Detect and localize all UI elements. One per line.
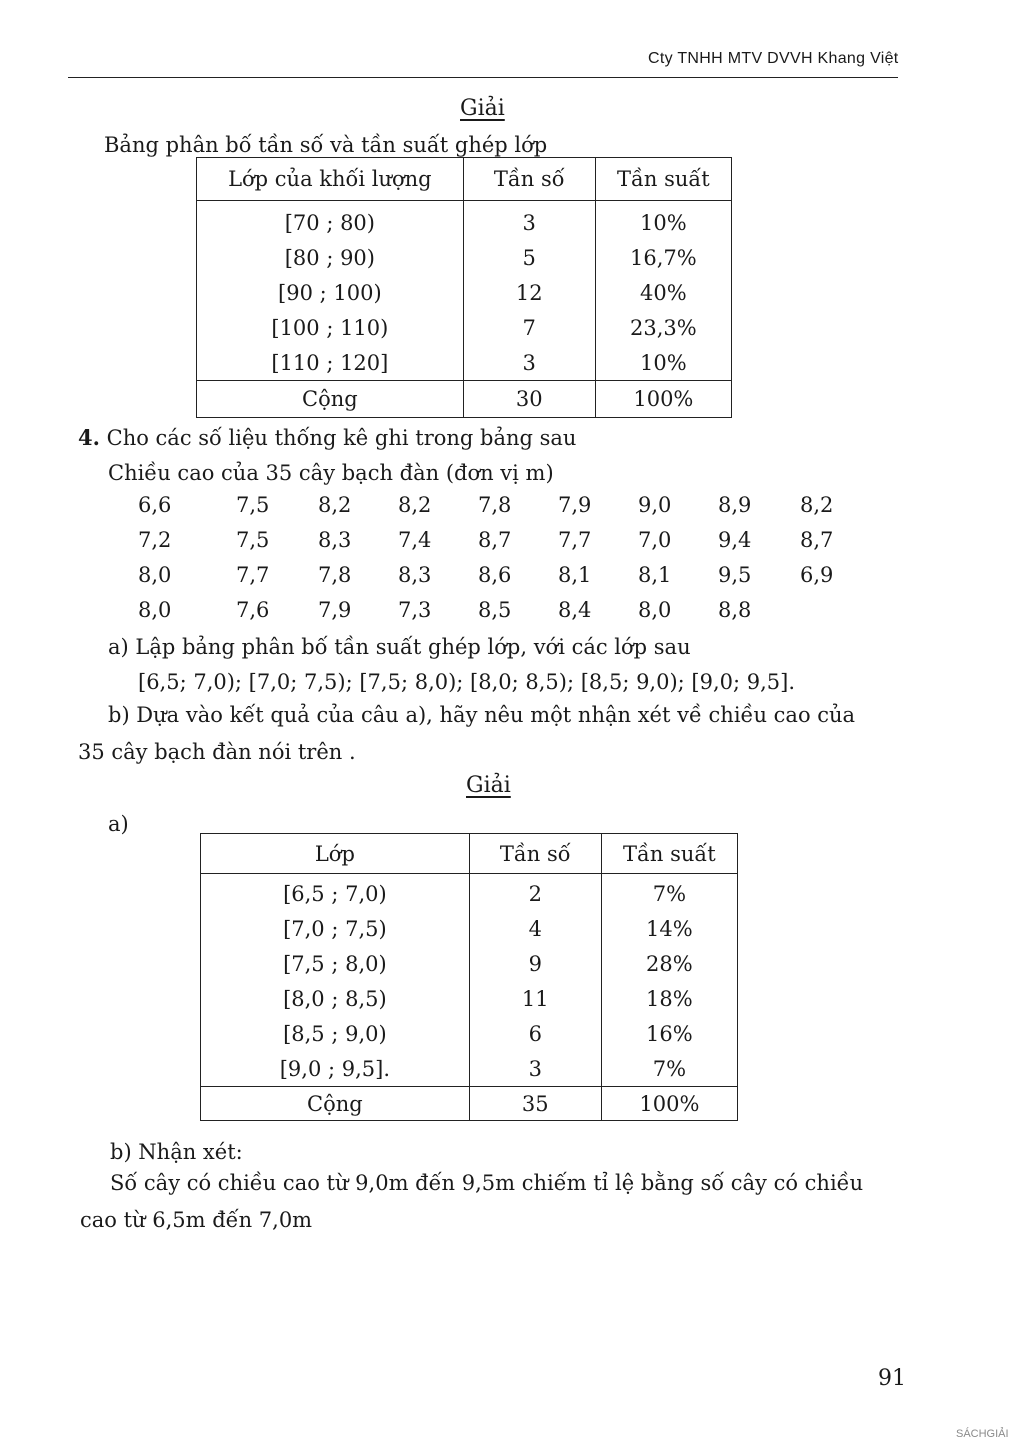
data-value: 7,3 [398, 598, 432, 622]
table-cell: [100 ; 110) [197, 310, 464, 345]
running-header: Cty TNHH MTV DVVH Khang Việt [648, 50, 899, 67]
problem4-classes: [6,5; 7,0); [7,0; 7,5); [7,5; 8,0); [8,0; 8,5); [8,5; 9,0); [9,0; 9,5]. [138, 670, 796, 694]
table-row [201, 981, 738, 1016]
table-header-row [201, 834, 738, 874]
table-cell: 4 [469, 911, 601, 946]
table-cell: 2 [469, 874, 601, 912]
table-row [201, 946, 738, 981]
table-cell: [70 ; 80) [197, 201, 464, 241]
table-total-row [197, 381, 732, 418]
table-cell: [7,5 ; 8,0) [201, 946, 470, 981]
data-value: 9,5 [718, 563, 752, 587]
column-header: Lớp [201, 834, 470, 874]
table-cell: 100% [595, 381, 731, 418]
table-cell: 18% [646, 986, 693, 1011]
problem4-part-a: a) Lập bảng phân bố tần suất ghép lớp, với các lớp sau [108, 635, 691, 659]
table-cell: 9 [469, 946, 601, 981]
problem4-statement [78, 425, 576, 450]
table-cell: 28% [646, 951, 693, 976]
table-row [197, 310, 732, 345]
watermark-logo: SÁCHGIẢI [956, 1428, 1009, 1440]
data-value: 8,4 [558, 598, 592, 622]
table-cell: 10% [640, 210, 687, 235]
section2-b-line2: cao từ 6,5m đến 7,0m [80, 1208, 313, 1232]
table-row [201, 1016, 738, 1051]
data-value: 9,0 [638, 493, 672, 517]
section2-a-label: a) [108, 812, 129, 836]
data-value: 7,9 [558, 493, 592, 517]
section2-b-label: b) Nhận xét: [110, 1140, 243, 1164]
data-value: 8,3 [318, 528, 352, 552]
problem-text: Cho các số liệu thống kê ghi trong bảng sau [106, 426, 577, 450]
table-cell: [90 ; 100) [197, 275, 464, 310]
column-header: Tần suất [595, 158, 731, 201]
table-row [197, 275, 732, 310]
table-cell: 6 [469, 1016, 601, 1051]
section1-intro: Bảng phân bố tần số và tần suất ghép lớp [104, 133, 548, 157]
weight-frequency-table [196, 157, 732, 418]
table-cell: 3 [469, 1051, 601, 1087]
table-cell: [110 ; 120] [197, 345, 464, 381]
problem-number: 4. [78, 425, 100, 450]
table-row [197, 201, 732, 241]
problem4-part-b-line1: b) Dựa vào kết quả của câu a), hãy nêu một nhận xét về chiều cao của [108, 703, 856, 727]
table-cell: 10% [640, 350, 687, 375]
header-rule [68, 77, 898, 78]
data-value: 8,5 [478, 598, 512, 622]
table-cell: 3 [463, 201, 595, 241]
section2-b-line1: Số cây có chiều cao từ 9,0m đến 9,5m chiếm tỉ lệ bằng số cây có chiều [110, 1171, 864, 1195]
data-value: 7,7 [236, 563, 270, 587]
table-header-row [197, 158, 732, 201]
data-value: 8,9 [718, 493, 752, 517]
data-value: 8,0 [138, 563, 172, 587]
data-value: 8,0 [638, 598, 672, 622]
data-value: 7,0 [638, 528, 672, 552]
page-number: 91 [878, 1366, 906, 1391]
data-value: 7,8 [478, 493, 512, 517]
data-value: 7,2 [138, 528, 172, 552]
section2-heading: Giải [466, 773, 511, 798]
table-row [197, 240, 732, 275]
data-value: 8,2 [800, 493, 834, 517]
data-value: 8,3 [398, 563, 432, 587]
table-cell: [8,5 ; 9,0) [201, 1016, 470, 1051]
data-value: 9,4 [718, 528, 752, 552]
table-cell: 11 [469, 981, 601, 1016]
data-value: 8,6 [478, 563, 512, 587]
data-value: 8,7 [478, 528, 512, 552]
height-frequency-table [200, 833, 738, 1121]
data-value: 7,8 [318, 563, 352, 587]
table-cell: 3 [463, 345, 595, 381]
data-value: 6,6 [138, 493, 172, 517]
table-cell: 12 [463, 275, 595, 310]
problem4-part-b-line2: 35 cây bạch đàn nói trên . [78, 740, 356, 764]
table-cell: 7% [652, 1056, 687, 1081]
data-value: 8,0 [138, 598, 172, 622]
table-row [201, 1051, 738, 1087]
table-cell: [8,0 ; 8,5) [201, 981, 470, 1016]
data-value: 8,7 [800, 528, 834, 552]
column-header: Tần số [463, 158, 595, 201]
data-value: 8,2 [318, 493, 352, 517]
data-value: 8,1 [558, 563, 592, 587]
table-cell: 23,3% [630, 315, 697, 340]
table-row [201, 874, 738, 912]
data-value: 6,9 [800, 563, 834, 587]
column-header: Tần số [469, 834, 601, 874]
table-cell: 16,7% [630, 245, 697, 270]
table-cell: 35 [469, 1087, 601, 1121]
data-value: 8,8 [718, 598, 752, 622]
table-cell: [9,0 ; 9,5]. [201, 1051, 470, 1087]
table-cell: 30 [463, 381, 595, 418]
table-cell: [7,0 ; 7,5) [201, 911, 470, 946]
data-value: 7,5 [236, 493, 270, 517]
data-value: 8,2 [398, 493, 432, 517]
section1-heading: Giải [460, 96, 505, 121]
data-value: 7,6 [236, 598, 270, 622]
table-row [197, 345, 732, 381]
table-cell: 7% [652, 881, 687, 906]
table-cell: 7 [463, 310, 595, 345]
table-cell: Cộng [201, 1087, 470, 1121]
data-value: 8,1 [638, 563, 672, 587]
data-value: 7,7 [558, 528, 592, 552]
column-header: Tần suất [601, 834, 737, 874]
table-cell: 14% [646, 916, 693, 941]
table-cell: [6,5 ; 7,0) [201, 874, 470, 912]
problem4-subtitle: Chiều cao của 35 cây bạch đàn (đơn vị m) [108, 461, 554, 485]
table-cell: 100% [601, 1087, 737, 1121]
table-cell: Cộng [197, 381, 464, 418]
table-cell: [80 ; 90) [197, 240, 464, 275]
column-header: Lớp của khối lượng [197, 158, 464, 201]
data-value: 7,9 [318, 598, 352, 622]
table-cell: 40% [640, 280, 687, 305]
table-total-row [201, 1087, 738, 1121]
table-cell: 16% [646, 1021, 693, 1046]
data-value: 7,4 [398, 528, 432, 552]
data-value: 7,5 [236, 528, 270, 552]
table-row [201, 911, 738, 946]
table-cell: 5 [463, 240, 595, 275]
